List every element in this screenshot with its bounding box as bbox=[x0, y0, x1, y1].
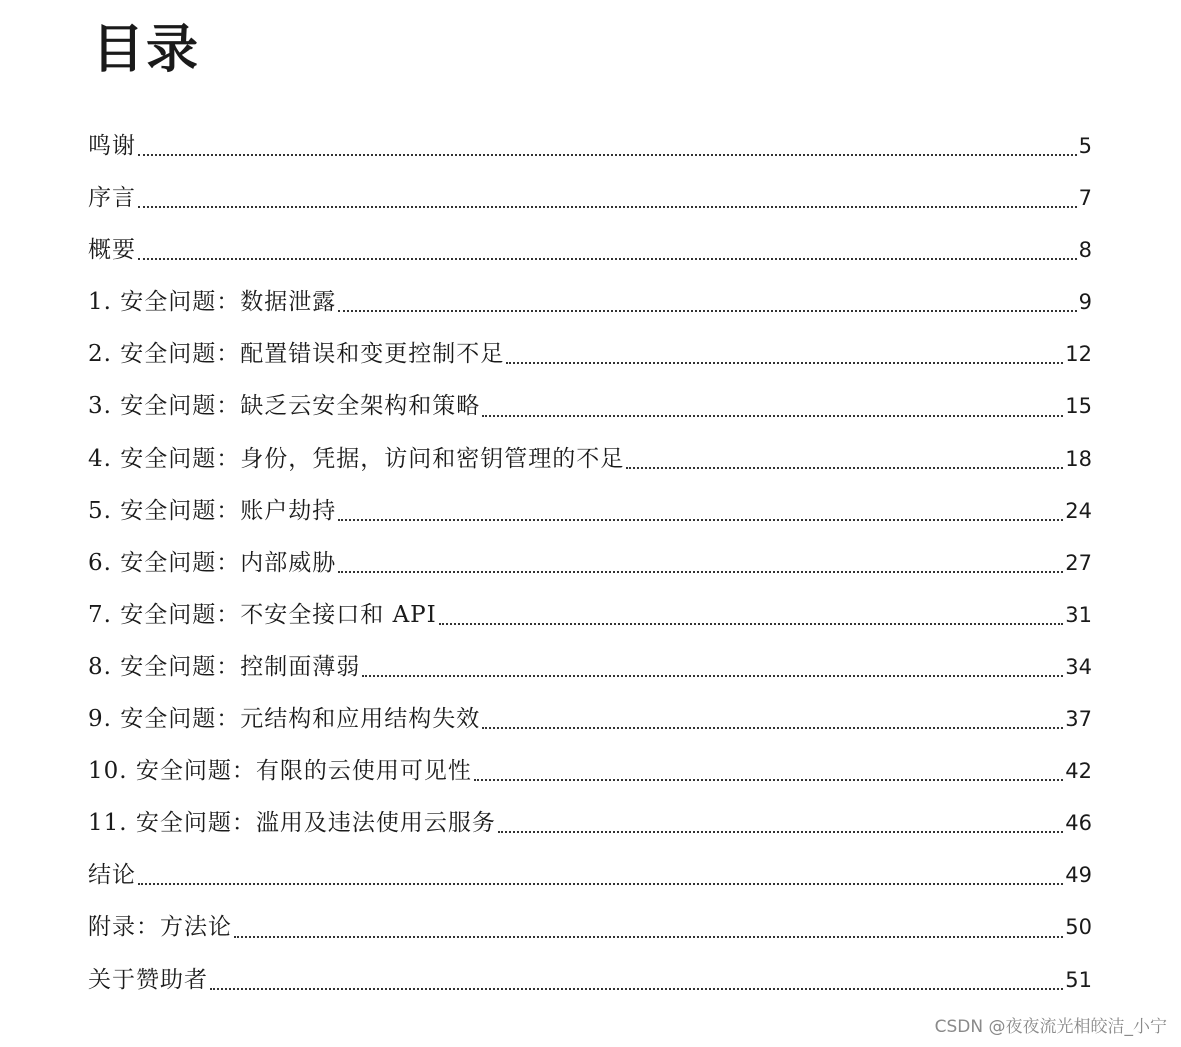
toc-entry-page: 8 bbox=[1078, 238, 1092, 263]
toc-entry[interactable] bbox=[88, 589, 1092, 641]
dot-leader bbox=[439, 623, 1064, 625]
dot-leader bbox=[362, 675, 1063, 677]
toc-entry[interactable] bbox=[88, 693, 1092, 745]
toc-entry-title: 8. 安全问题：控制面薄弱 bbox=[88, 653, 361, 680]
toc-entry-page: 46 bbox=[1065, 811, 1092, 836]
toc-entry[interactable] bbox=[88, 641, 1092, 693]
dot-leader bbox=[210, 988, 1063, 990]
toc-entry[interactable] bbox=[88, 120, 1092, 172]
toc-entry[interactable] bbox=[88, 849, 1092, 901]
toc-entry[interactable] bbox=[88, 797, 1092, 849]
toc-entry-title: 9. 安全问题：元结构和应用结构失效 bbox=[88, 706, 481, 733]
toc-entry[interactable] bbox=[88, 901, 1092, 953]
toc-entry[interactable] bbox=[88, 433, 1092, 485]
toc-entry-page: 31 bbox=[1065, 602, 1092, 627]
dot-leader bbox=[626, 467, 1063, 469]
toc-entry-page: 7 bbox=[1078, 186, 1092, 211]
toc-entry[interactable] bbox=[88, 954, 1092, 1006]
toc-entry-title: 概要 bbox=[88, 237, 136, 264]
toc-entry-page: 24 bbox=[1065, 498, 1092, 523]
toc-entry[interactable] bbox=[88, 485, 1092, 537]
toc-entry[interactable] bbox=[88, 745, 1092, 797]
toc-entry-title: 5. 安全问题：账户劫持 bbox=[88, 497, 337, 524]
toc-entry-page: 15 bbox=[1065, 394, 1092, 419]
toc-entry[interactable] bbox=[88, 172, 1092, 224]
dot-leader bbox=[482, 415, 1063, 417]
toc-entry-title: 关于赞助者 bbox=[88, 966, 208, 993]
dot-leader bbox=[506, 362, 1063, 364]
dot-leader bbox=[338, 571, 1063, 573]
dot-leader bbox=[338, 310, 1076, 312]
dot-leader bbox=[138, 206, 1077, 208]
toc-entry[interactable] bbox=[88, 328, 1092, 380]
toc-heading: 目录 bbox=[92, 20, 201, 80]
dot-leader bbox=[138, 883, 1063, 885]
toc-entry-title: 1. 安全问题：数据泄露 bbox=[88, 289, 337, 316]
toc-entry-page: 5 bbox=[1078, 134, 1092, 158]
toc-entry-page: 27 bbox=[1065, 550, 1092, 575]
toc-entry-title: 鸣谢 bbox=[88, 133, 136, 159]
toc-entry-page: 9 bbox=[1078, 290, 1092, 315]
toc-entry-title: 序言 bbox=[88, 185, 136, 212]
toc-list bbox=[88, 120, 1092, 1006]
dot-leader bbox=[234, 936, 1063, 938]
toc-entry[interactable] bbox=[88, 276, 1092, 328]
toc-entry-title: 7. 安全问题：不安全接口和 API bbox=[88, 601, 437, 628]
dot-leader bbox=[338, 519, 1063, 521]
dot-leader bbox=[474, 779, 1063, 781]
toc-entry[interactable] bbox=[88, 224, 1092, 276]
toc-entry-title: 11. 安全问题：滥用及违法使用云服务 bbox=[88, 810, 496, 837]
watermark-text: CSDN @夜夜流光相皎洁_小宁 bbox=[934, 1017, 1167, 1037]
dot-leader bbox=[482, 727, 1063, 729]
toc-entry-title: 结论 bbox=[88, 862, 136, 889]
toc-entry-title: 4. 安全问题：身份，凭据，访问和密钥管理的不足 bbox=[88, 445, 625, 472]
dot-leader bbox=[138, 154, 1077, 156]
dot-leader bbox=[498, 831, 1063, 833]
toc-entry-page: 50 bbox=[1065, 915, 1092, 940]
toc-entry-page: 34 bbox=[1065, 654, 1092, 679]
toc-entry-page: 12 bbox=[1065, 342, 1092, 367]
toc-entry-page: 37 bbox=[1065, 707, 1092, 732]
toc-entry-title: 6. 安全问题：内部威胁 bbox=[88, 549, 337, 576]
toc-entry-page: 18 bbox=[1065, 446, 1092, 471]
toc-entry-title: 3. 安全问题：缺乏云安全架构和策略 bbox=[88, 393, 481, 420]
dot-leader bbox=[138, 258, 1077, 260]
toc-entry-title: 10. 安全问题：有限的云使用可见性 bbox=[88, 758, 472, 785]
toc-entry-page: 49 bbox=[1065, 863, 1092, 888]
toc-entry-page: 42 bbox=[1065, 759, 1092, 784]
toc-entry-title: 附录：方法论 bbox=[88, 914, 232, 941]
toc-entry[interactable] bbox=[88, 537, 1092, 589]
toc-entry[interactable] bbox=[88, 380, 1092, 432]
toc-entry-page: 51 bbox=[1065, 967, 1092, 992]
toc-entry-title: 2. 安全问题：配置错误和变更控制不足 bbox=[88, 341, 505, 368]
